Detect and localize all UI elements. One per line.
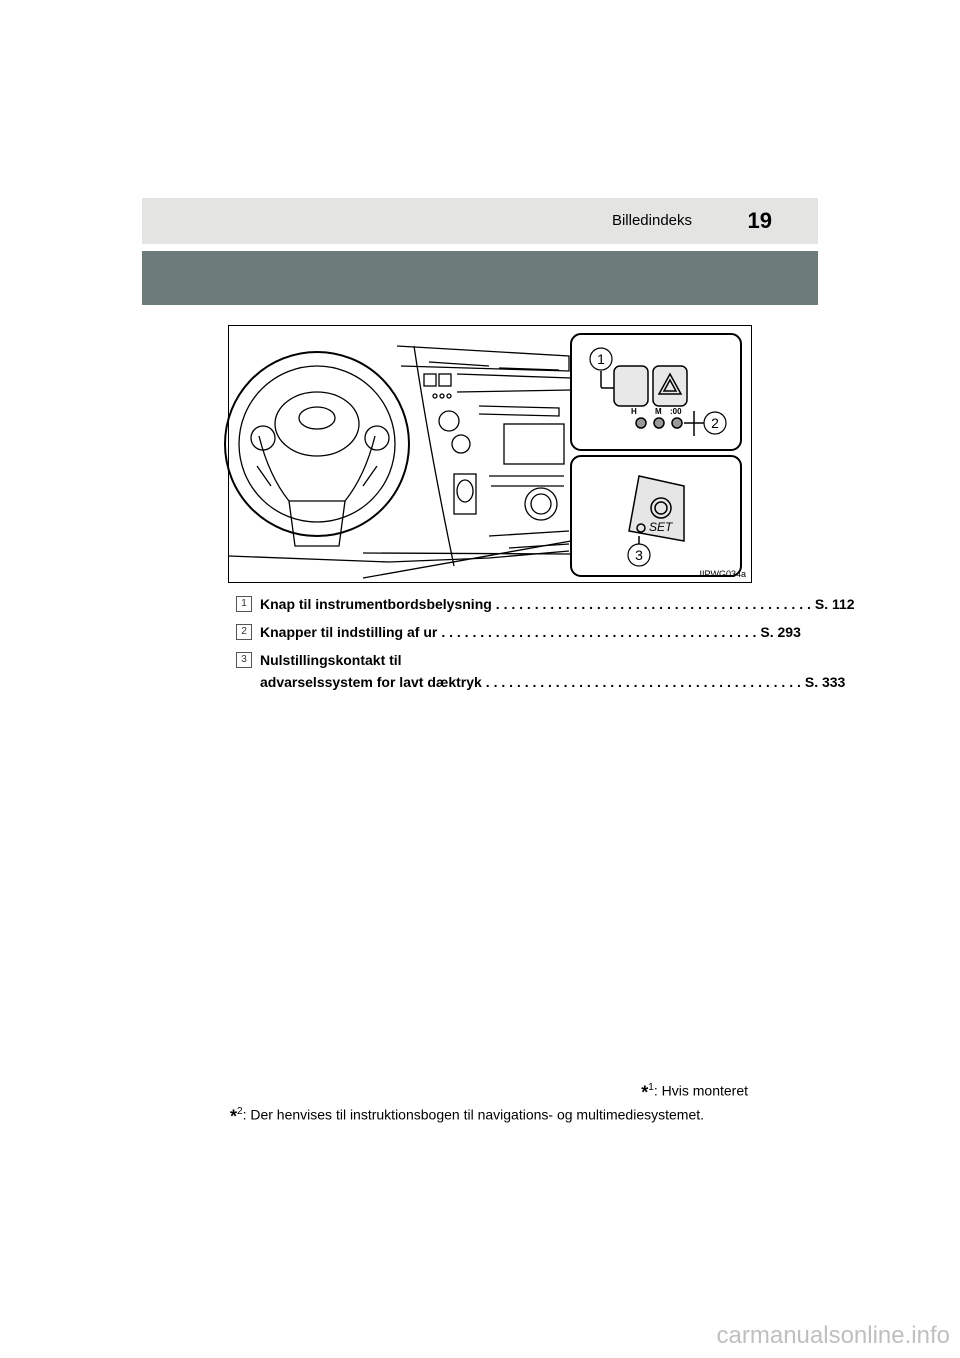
item-entry	[260, 594, 855, 614]
dashboard-drawing	[229, 326, 751, 582]
dashboard-illustration	[228, 325, 752, 583]
footnote-star: *	[230, 1106, 238, 1127]
callout-1: 1	[597, 351, 605, 367]
page-reference: S. 112	[814, 596, 855, 612]
watermark: carmanualsonline.info	[716, 1322, 950, 1349]
list-item	[236, 594, 855, 616]
inset-label-m: M	[655, 407, 662, 416]
page-reference: S. 293	[760, 624, 801, 640]
item-label: Knap til instrumentbordsbelysning	[260, 596, 492, 612]
callout-2: 2	[711, 415, 719, 431]
footnote-text: : Der henvises til instruktionsbogen til navigations- og multimediesystemet.	[242, 1106, 705, 1123]
item-entry	[260, 622, 801, 642]
item-label: Knapper til indstilling af ur	[260, 624, 438, 640]
list-item	[236, 622, 801, 644]
page-number: 19	[747, 208, 772, 233]
footnote-star: *	[641, 1082, 649, 1103]
item-label: advarselssystem for lavt dæktryk	[260, 674, 482, 690]
dot-leader: . . . . . . . . . . . . . . . . . . . . . . . . . . . . . . . . . . . . . . . . .	[485, 674, 801, 690]
footnote-2	[230, 1106, 704, 1128]
item-number: 2	[236, 624, 252, 640]
figure-code: IIPWG034a	[699, 569, 746, 579]
footnote-1	[641, 1082, 748, 1104]
section-bar	[142, 251, 818, 305]
inset-label-set: SET	[649, 520, 673, 534]
footnote-number: 2	[237, 1106, 243, 1117]
footnote-text: : Hvis monteret	[653, 1082, 748, 1099]
footnote-number: 1	[648, 1082, 654, 1093]
dot-leader: . . . . . . . . . . . . . . . . . . . . . . . . . . . . . . . . . . . . . . . . .	[495, 596, 811, 612]
item-label-line1: Nulstillingskontakt til	[260, 652, 402, 668]
dot-leader: . . . . . . . . . . . . . . . . . . . . . . . . . . . . . . . . . . . . . . . . .	[441, 624, 757, 640]
page-reference: S. 333	[804, 674, 846, 690]
inset-label-h: H	[631, 407, 637, 416]
item-number: 1	[236, 596, 252, 612]
callout-3: 3	[635, 547, 643, 563]
header-bar	[142, 198, 818, 244]
inset-label-zero: :00	[670, 407, 682, 416]
list-item	[236, 650, 846, 694]
item-entry	[260, 672, 846, 692]
item-list	[236, 594, 855, 694]
header-title: Billedindeks	[611, 212, 692, 229]
item-number: 3	[236, 652, 252, 668]
